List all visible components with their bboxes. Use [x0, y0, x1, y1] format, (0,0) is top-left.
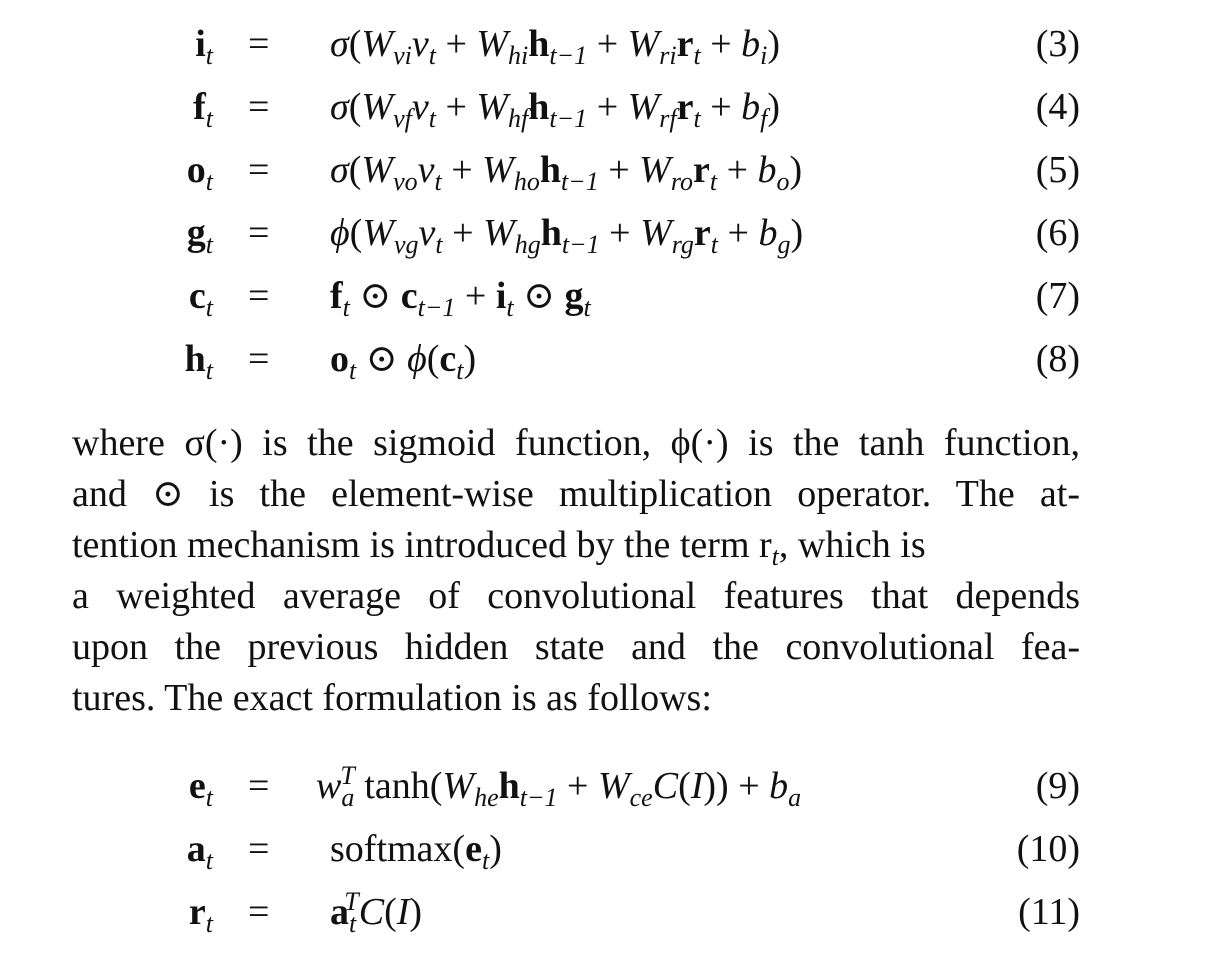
equation-row — [0, 756, 1218, 816]
equals-sign: = — [248, 275, 270, 317]
paragraph-line: and ⊙ is the element-wise multiplication operator. The at- — [72, 473, 1080, 515]
equation-rhs: $w_a^T$ $\tanh(W_{he}h_{t-1} + W_{ce}C(I)) + b_a$ — [316, 761, 802, 812]
equation-row — [0, 819, 1218, 879]
equation-number: (6) — [1035, 212, 1080, 254]
paragraph-line: upon the previous hidden state and the convolutional fea- — [72, 626, 1080, 668]
equation-number: (5) — [1035, 149, 1080, 191]
equation-number: (8) — [1035, 338, 1080, 380]
paragraph-line-text: tention mechanism is introduced by the term $r_t$, which is — [72, 524, 926, 571]
equation-lhs: $g_t$ — [186, 212, 213, 259]
equals-sign: = — [248, 86, 270, 128]
equation-number: (7) — [1035, 275, 1080, 317]
equation-row — [0, 329, 1218, 389]
equation-row — [0, 14, 1218, 74]
paragraph-line — [72, 520, 1080, 571]
equation-rhs: $softmax(e_t)$ — [330, 828, 502, 875]
equation-number: (10) — [1016, 828, 1080, 870]
equation-row — [0, 266, 1218, 326]
equation-row — [0, 203, 1218, 263]
equation-number: (3) — [1035, 23, 1080, 65]
equation-lhs: $c_t$ — [188, 275, 213, 322]
equation-rhs: $\sigma(W_{vf}v_t + W_{hf}h_{t-1} + W_{rf}r_t + b_f)$ — [330, 86, 781, 133]
equation-number: (9) — [1035, 765, 1080, 807]
paragraph-line: where σ(·) is the sigmoid function, ϕ(·) is the tanh function, — [72, 422, 1080, 464]
equation-lhs: $a_t$ — [186, 828, 213, 875]
equation-lhs: $f_t$ — [193, 86, 213, 133]
paragraph-line: a weighted average of convolutional features that depends — [72, 575, 1080, 617]
equation-rhs: $\phi(W_{vg}v_t + W_{hg}h_{t-1} + W_{rg}r_t + b_g)$ — [330, 212, 804, 259]
equation-rhs: $f_t$ ⊙ $c_{t-1} + i_t$ ⊙ $g_t$ — [330, 275, 591, 322]
equation-row — [0, 882, 1218, 942]
equation-row — [0, 140, 1218, 200]
equation-rhs: $\sigma(W_{vi}v_t + W_{hi}h_{t-1} + W_{ri}r_t + b_i)$ — [330, 23, 781, 70]
equals-sign: = — [248, 212, 270, 254]
equation-row — [0, 77, 1218, 137]
equation-lhs: $e_t$ — [188, 765, 213, 812]
paragraph-line: tures. The exact formulation is as follows: — [72, 677, 712, 719]
equation-lhs: $h_t$ — [184, 338, 213, 385]
equation-rhs: $o_t$ ⊙ $\phi(c_t)$ — [330, 338, 477, 385]
equals-sign: = — [248, 149, 270, 191]
equals-sign: = — [248, 338, 270, 380]
equals-sign: = — [248, 765, 270, 807]
equation-lhs: $o_t$ — [186, 149, 213, 196]
equation-rhs: $a_t^TC(I)$ — [330, 887, 423, 938]
equals-sign: = — [248, 891, 270, 933]
equation-number: (11) — [1018, 891, 1080, 933]
equation-rhs: $\sigma(W_{vo}v_t + W_{ho}h_{t-1} + W_{ro}r_t + b_o)$ — [330, 149, 803, 196]
equals-sign: = — [248, 23, 270, 65]
equation-number: (4) — [1035, 86, 1080, 128]
body-paragraph — [72, 418, 1080, 724]
equation-lhs: $r_t$ — [188, 891, 213, 938]
equals-sign: = — [248, 828, 270, 870]
equation-lhs: $i_t$ — [195, 23, 213, 70]
